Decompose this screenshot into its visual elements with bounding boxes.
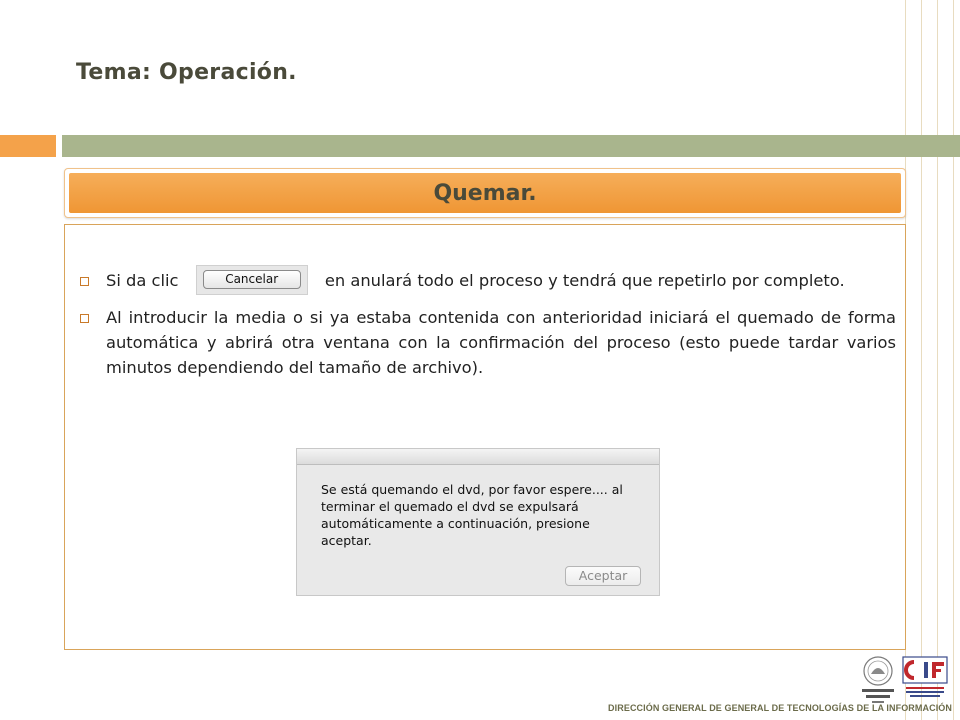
decor-line xyxy=(921,0,922,720)
bullet-square-icon xyxy=(80,314,89,323)
decor-line xyxy=(953,0,954,720)
bullet-text: Al introducir la media o si ya estaba contenida con anterioridad iniciará el quemado de forma automática y abrirá otra ventana con la confirmación del proceso (esto puede tardar varios minutos dependiendo del tamaño de archivo). xyxy=(106,307,896,377)
pjf-seal-icon xyxy=(856,654,900,704)
list-item xyxy=(80,268,896,295)
accent-bar-green xyxy=(62,135,960,157)
accent-bar-orange xyxy=(0,135,56,157)
section-banner-fill xyxy=(68,172,902,214)
dialog-titlebar xyxy=(297,449,659,465)
cancel-button-screenshot xyxy=(196,265,308,295)
dialog-screenshot xyxy=(296,448,660,596)
section-title: Quemar. xyxy=(433,180,537,206)
bullet-text-before: Si da clic xyxy=(106,271,179,290)
decor-line xyxy=(937,0,938,720)
dialog-message: Se está quemando el dvd, por favor espere.... al terminar el quemado el dvd se expulsará automáticamente a continuación, presione aceptar. xyxy=(321,482,623,548)
bullet-square-icon xyxy=(80,277,89,286)
section-banner xyxy=(64,168,906,218)
list-item xyxy=(80,305,896,380)
cjf-logo-icon xyxy=(902,656,948,698)
bullet-list xyxy=(80,268,896,390)
aceptar-button: Aceptar xyxy=(565,566,641,586)
cancel-button-label: Cancelar xyxy=(203,270,301,289)
slide-title: Tema: Operación. xyxy=(76,60,297,85)
bullet-text xyxy=(106,268,845,295)
footer-text: DIRECCIÓN GENERAL DE GENERAL DE TECNOLOGÍAS DE LA INFORMACIÓN xyxy=(608,703,952,713)
bullet-text-after: en anulará todo el proceso y tendrá que repetirlo por completo. xyxy=(324,271,845,290)
